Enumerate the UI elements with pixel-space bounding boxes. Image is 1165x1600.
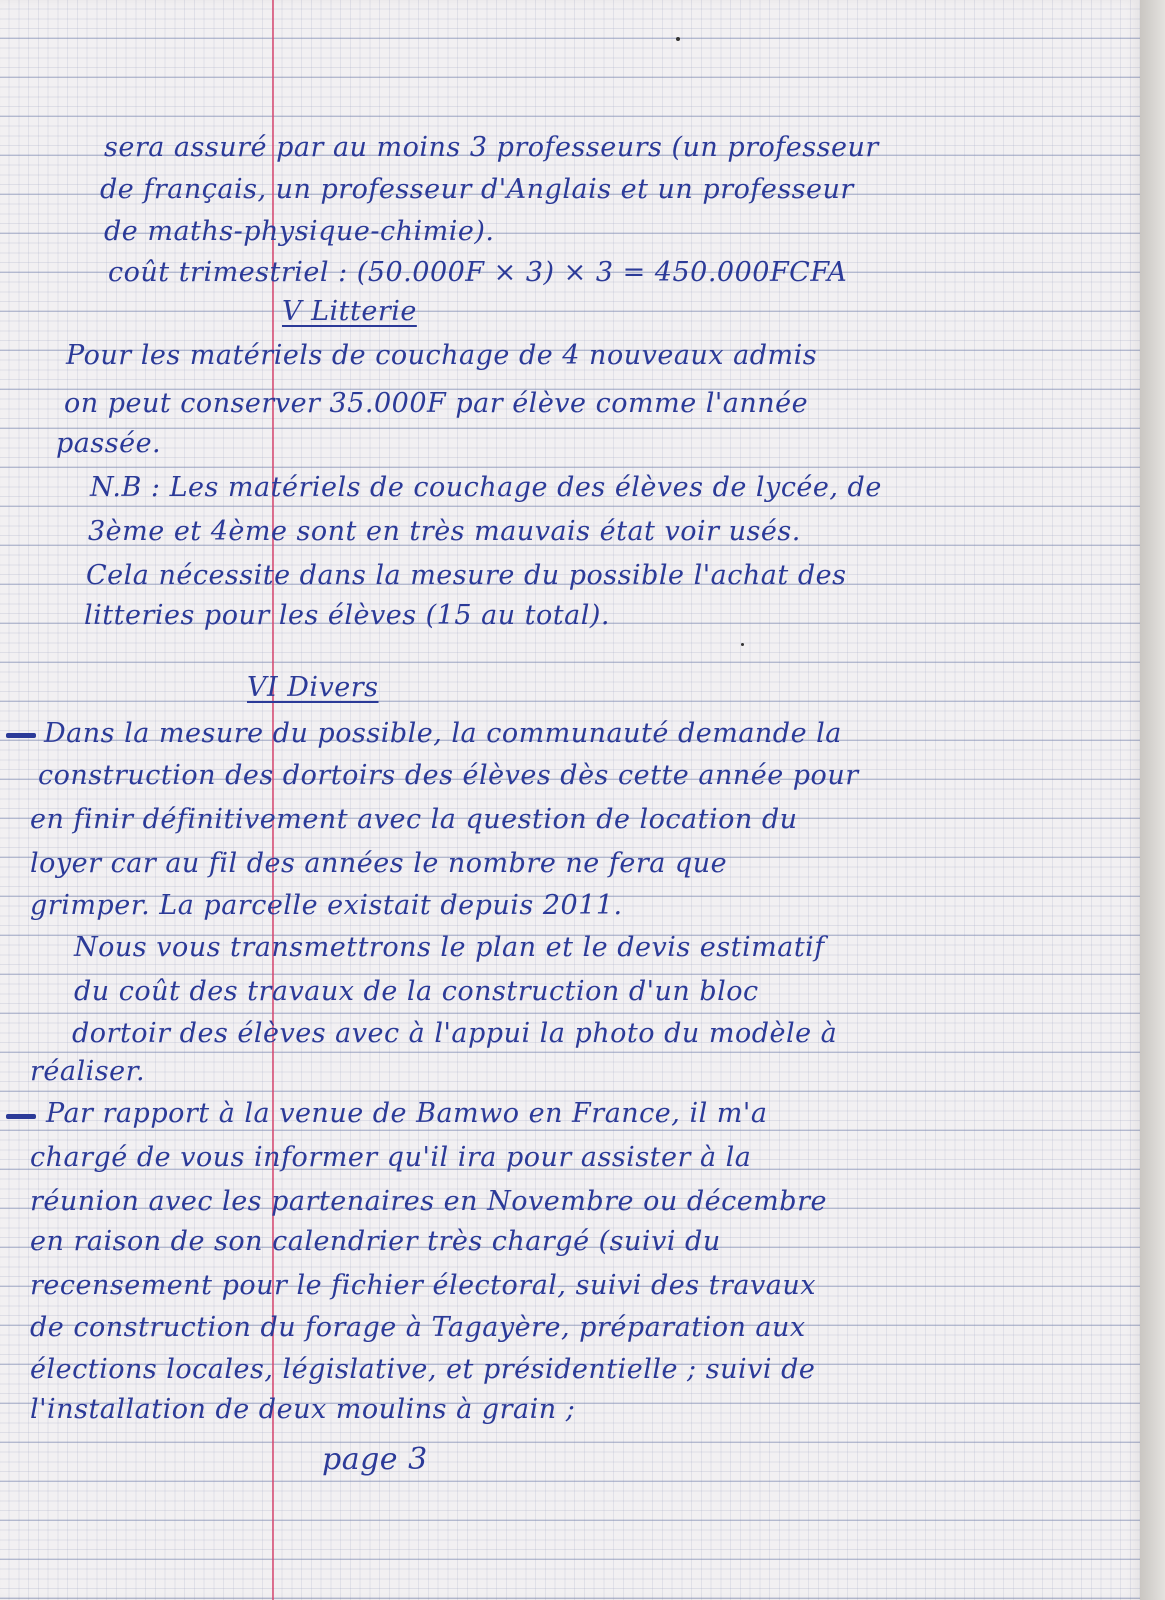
text-line: Dans la mesure du possible, la communauté demande la [44,718,842,749]
text-line: Cela nécessite dans la mesure du possible l'achat des [86,560,847,591]
ink-speck [741,643,744,646]
text-line: Nous vous transmettrons le plan et le devis estimatif [74,932,825,963]
section-title-litterie: V Litterie [282,296,417,327]
text-line: de maths-physique-chimie). [104,216,495,247]
ink-speck [676,37,680,41]
text-line: réaliser. [30,1056,146,1087]
text-line: grimper. La parcelle existait depuis 2011. [30,890,623,921]
text-line: élections locales, législative, et présidentielle ; suivi de [30,1354,816,1385]
text-line: réunion avec les partenaires en Novembre ou décembre [30,1186,827,1217]
text-line: chargé de vous informer qu'il ira pour assister à la [30,1142,752,1173]
page-number: page 3 [322,1442,428,1477]
text-line: 3ème et 4ème sont en très mauvais état voir usés. [88,516,801,547]
text-line: de français, un professeur d'Anglais et un professeur [100,174,854,205]
section-title-divers: VI Divers [247,672,379,703]
text-line: du coût des travaux de la construction d'un bloc [74,976,759,1007]
text-line: sera assuré par au moins 3 professeurs (un professeur [104,132,879,163]
text-line: Pour les matériels de couchage de 4 nouveaux admis [66,340,818,371]
text-line: en finir définitivement avec la question de location du [30,804,798,835]
text-line: dortoir des élèves avec à l'appui la photo du modèle à [72,1018,838,1049]
text-line: loyer car au fil des années le nombre ne fera que [30,848,728,879]
text-line: Par rapport à la venue de Bamwo en France, il m'a [46,1098,768,1129]
text-line: passée. [56,428,162,459]
text-line: coût trimestriel : (50.000F × 3) × 3 = 450.000FCFA [108,257,848,288]
nb-note: N.B : Les matériels de couchage des élèves de lycée, de [90,472,882,503]
bullet-dash [6,1114,36,1119]
bullet-dash [6,733,36,738]
text-line: en raison de son calendrier très chargé (suivi du [30,1226,721,1257]
text-line: de construction du forage à Tagayère, préparation aux [30,1312,806,1343]
text-line: recensement pour le fichier électoral, suivi des travaux [30,1270,816,1301]
text-line: on peut conserver 35.000F par élève comme l'année [64,388,809,419]
text-line: construction des dortoirs des élèves dès cette année pour [38,760,859,791]
paper-edge [1140,0,1165,1600]
text-line: l'installation de deux moulins à grain ; [30,1394,576,1425]
text-line: litteries pour les élèves (15 au total). [84,600,610,631]
